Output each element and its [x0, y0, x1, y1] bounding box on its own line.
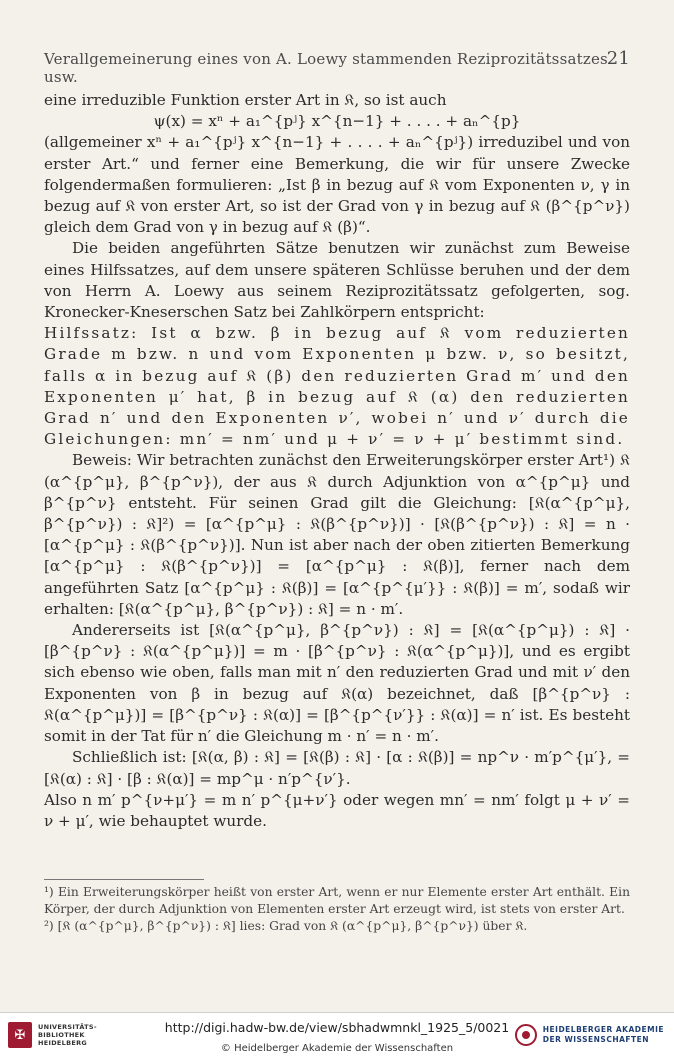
proof-paragraph: Beweis: Wir betrachten zunächst den Erweiterungskörper erster Art¹) 𝔎 (α^{p^μ}, β^{p^ν}), der aus 𝔎 durch Adjunktion von α^{p^μ} und β^{p^ν} entsteht. Für seinen Grad gilt die Gleichung: [𝔎(α^{p^μ}, β^{p^ν}) : 𝔎]²) = [α^{p^μ} : 𝔎(β^{p^ν})] · [𝔎(β^{p^ν}) : 𝔎] = n · [α^{p^μ} : 𝔎(β^{p^ν})]. Nun ist aber nach der oben zitierten Bemerkung [α^{p^μ} : 𝔎(β^{p^ν})] = [α^{p^μ} : 𝔎(β)], ferner nach dem angeführten Satz [α^{p^μ} : 𝔎(β)] = [α^{p^{μ′}} : 𝔎(β)] = m′, sodaß wir erhalten: [𝔎(α^{p^μ}, β^{p^ν}) : 𝔎] = n · m′. [44, 451, 630, 618]
academy-logo[interactable] [515, 1024, 664, 1046]
running-title: Verallgemeinerung eines von A. Loewy stammenden Reziprozitätssatzes usw. [44, 50, 608, 86]
body-text [44, 90, 630, 832]
paragraph: (allgemeiner xⁿ + a₁^{pʲ} x^{n−1} + . . . . + aₙ^{pʲ}) irreduzibel und von erster Art.“ und ferner eine Bemerkung, die wir für unsere Zwecke folgendermaßen formulieren: „Ist β in bezug auf 𝔎 vom Exponenten ν, γ in bezug auf 𝔎 von erster Art, so ist der Grad von γ in bezug auf 𝔎 (β^{p^ν}) gleich dem Grad von γ in bezug auf 𝔎 (β)“. [44, 133, 630, 237]
paragraph: Schließlich ist: [𝔎(α, β) : 𝔎] = [𝔎(β) : 𝔎] · [α : 𝔎(β)] = np^ν · m′p^{μ′}, = [𝔎(α) : 𝔎] · [β : 𝔎(α)] = mp^μ · n′p^{ν′}. [44, 748, 630, 788]
paragraph: Andererseits ist [𝔎(α^{p^μ}, β^{p^ν}) : 𝔎] = [𝔎(α^{p^μ}) : 𝔎] · [β^{p^ν} : 𝔎(α^{p^μ})] = m · [β^{p^ν} : 𝔎(α^{p^μ})], und es ergibt sich ebenso wie oben, falls man mit n′ den reduzierten Grad und mit ν′ den Exponenten von β in bezug auf 𝔎(α) bezeichnet, daß [β^{p^ν} : 𝔎(α^{p^μ})] = [β^{p^ν} : 𝔎(α)] = [β^{p^{ν′}} : 𝔎(α)] = n′ ist. Es besteht somit in der Tat für n′ die Gleichung m · n′ = n · m′. [44, 621, 630, 746]
footnote: ²) [𝔎 (α^{p^μ}, β^{p^ν}) : 𝔎] lies: Grad von 𝔎 (α^{p^μ}, β^{p^ν}) über 𝔎. [44, 919, 528, 933]
paragraph: Die beiden angeführten Sätze benutzen wir zunächst zum Beweise eines Hilfssatzes, auf dem unsere späteren Schlüsse beruhen und der dem von Herrn A. Loewy aus seinem Reziprozitätssatz gefolgerten, sog. Kronecker-Kneserschen Satz bei Zahlkörpern entspricht: [44, 239, 630, 322]
lemma-paragraph: Hilfssatz: Ist α bzw. β in bezug auf 𝔎 vom reduzierten Grade m bzw. n und vom Exponenten μ bzw. ν, so besitzt, falls α in bezug auf 𝔎 (β) den reduzierten Grad m′ und den Exponenten μ′ hat, β in bezug auf 𝔎 (α) den reduzierten Grad n′ und den Exponenten ν′, wobei n′ und ν′ durch die Gleichungen: mn′ = nm′ und μ + ν′ = ν + μ′ bestimmt sind. [44, 324, 630, 449]
footnote-rule [44, 879, 204, 880]
academy-name: HEIDELBERGER AKADEMIE DER WISSENSCHAFTEN [542, 1025, 664, 1044]
page-number: 21 [606, 48, 630, 69]
copyright-notice: © Heidelberger Akademie der Wissenschaften [220, 1043, 454, 1054]
footnote: ¹) Ein Erweiterungskörper heißt von erster Art, wenn er nur Elemente erster Art enthält. Ein Körper, der durch Adjunktion von Elementen erster Art erzeugt wird, ist stets von erster Art. [44, 885, 630, 916]
academy-emblem-icon [515, 1024, 537, 1046]
paragraph: eine irreduzible Funktion erster Art in 𝔎, so ist auch [44, 91, 447, 109]
viewer-footer [0, 1012, 674, 1062]
footnotes [44, 884, 630, 935]
permalink-url[interactable]: http://digi.hadw-bw.de/view/sbhadwmnkl_1925_5/0021 [164, 1020, 510, 1035]
running-header [44, 50, 630, 86]
university-library-name: UNIVERSITÄTS- BIBLIOTHEK HEIDELBERG [38, 1023, 97, 1047]
formula-line: ψ(x) = xⁿ + a₁^{pʲ} x^{n−1} + . . . . + aₙ^{p} [153, 112, 521, 131]
paragraph: Also n m′ p^{ν+μ′} = m n′ p^{μ+ν′} oder wegen mn′ = nm′ folgt μ + ν′ = ν + μ′, wie behauptet wurde. [44, 790, 630, 830]
university-seal-icon: ✠ [8, 1022, 32, 1048]
